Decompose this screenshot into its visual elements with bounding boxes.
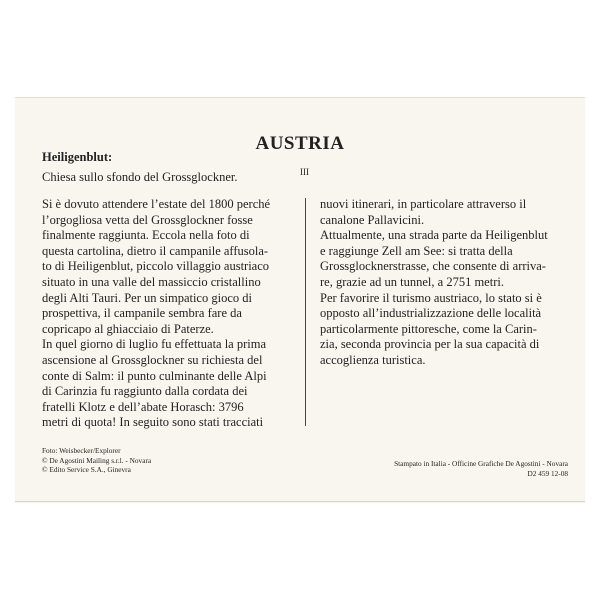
photo-credits bbox=[42, 446, 151, 475]
text-line: questa cartolina, dietro il campanile affusola- bbox=[42, 243, 269, 258]
text-line: particolarmente pittoresche, come la Carin- bbox=[320, 321, 537, 336]
text-line: Attualmente, una strada parte da Heiligenblut bbox=[320, 228, 548, 243]
text-line: copricapo al ghiacciaio di Paterze. bbox=[42, 321, 214, 336]
text-line: prospettiva, il campanile sembra fare da bbox=[42, 306, 242, 321]
text-line: di Carinzia fu raggiunto dalla cordata dei bbox=[42, 384, 248, 399]
credit-line: © De Agostini Mailing s.r.l. - Novara bbox=[42, 455, 152, 465]
text-line: opposto all’industrializzazione delle località bbox=[320, 306, 542, 321]
text-line: Grossglocknerstrasse, che consente di arriva- bbox=[320, 259, 546, 274]
text-line: situato in una valle del massiccio cristallino bbox=[42, 274, 261, 289]
text-line: finalmente raggiunta. Eccola nella foto di bbox=[42, 228, 250, 243]
printer-code: D2 459 12-08 bbox=[527, 468, 568, 478]
photo-caption: Chiesa sullo sfondo del Grossglockner. bbox=[42, 170, 238, 184]
card-title: AUSTRIA bbox=[255, 133, 345, 154]
credit-line: Foto: Weisbecker/Explorer bbox=[42, 446, 121, 455]
printer-info bbox=[394, 459, 568, 478]
text-column-right bbox=[320, 197, 566, 369]
text-line: to di Heiligenblut, piccolo villaggio austriaco bbox=[42, 259, 270, 274]
text-column-left bbox=[42, 197, 294, 431]
text-line: ascensione al Grossglockner su richiesta del bbox=[42, 352, 263, 367]
text-line: fratelli Klotz e dell’abate Horasch: 3796 bbox=[42, 399, 244, 414]
credit-line: © Edito Service S.A., Ginevra bbox=[42, 465, 131, 475]
text-line: zia, seconda provincia per la sua capacità di bbox=[320, 337, 540, 352]
text-line: conte di Salm: il punto culminante delle Alpi bbox=[42, 368, 267, 383]
text-line: l’orgogliosa vetta del Grossglockner fosse bbox=[42, 212, 253, 227]
text-line: Per favorire il turismo austriaco, lo stato si è bbox=[320, 290, 542, 305]
text-line: metri di quota! In seguito sono stati tracciati bbox=[42, 415, 264, 430]
text-line: accoglienza turistica. bbox=[320, 352, 426, 367]
text-line: nuovi itinerari, in particolare attraverso il bbox=[320, 197, 527, 211]
text-line: In quel giorno di luglio fu effettuata la prima bbox=[42, 337, 267, 352]
place-name: Heiligenblut: bbox=[42, 150, 113, 164]
text-line: Si è dovuto attendere l’estate del 1800 perché bbox=[42, 197, 271, 211]
text-line: degli Alti Tauri. Per un simpatico gioco di bbox=[42, 290, 252, 305]
text-line: canalone Pallavicini. bbox=[320, 212, 425, 227]
card-number: III bbox=[300, 167, 309, 177]
printer-line: Stampato in Italia - Officine Grafiche De Agostini - Novara bbox=[394, 459, 568, 468]
text-line: e raggiunge Zell am See: si tratta della bbox=[320, 243, 513, 258]
column-divider bbox=[305, 198, 306, 426]
text-line: re, grazie ad un tunnel, a 2751 metri. bbox=[320, 274, 504, 289]
